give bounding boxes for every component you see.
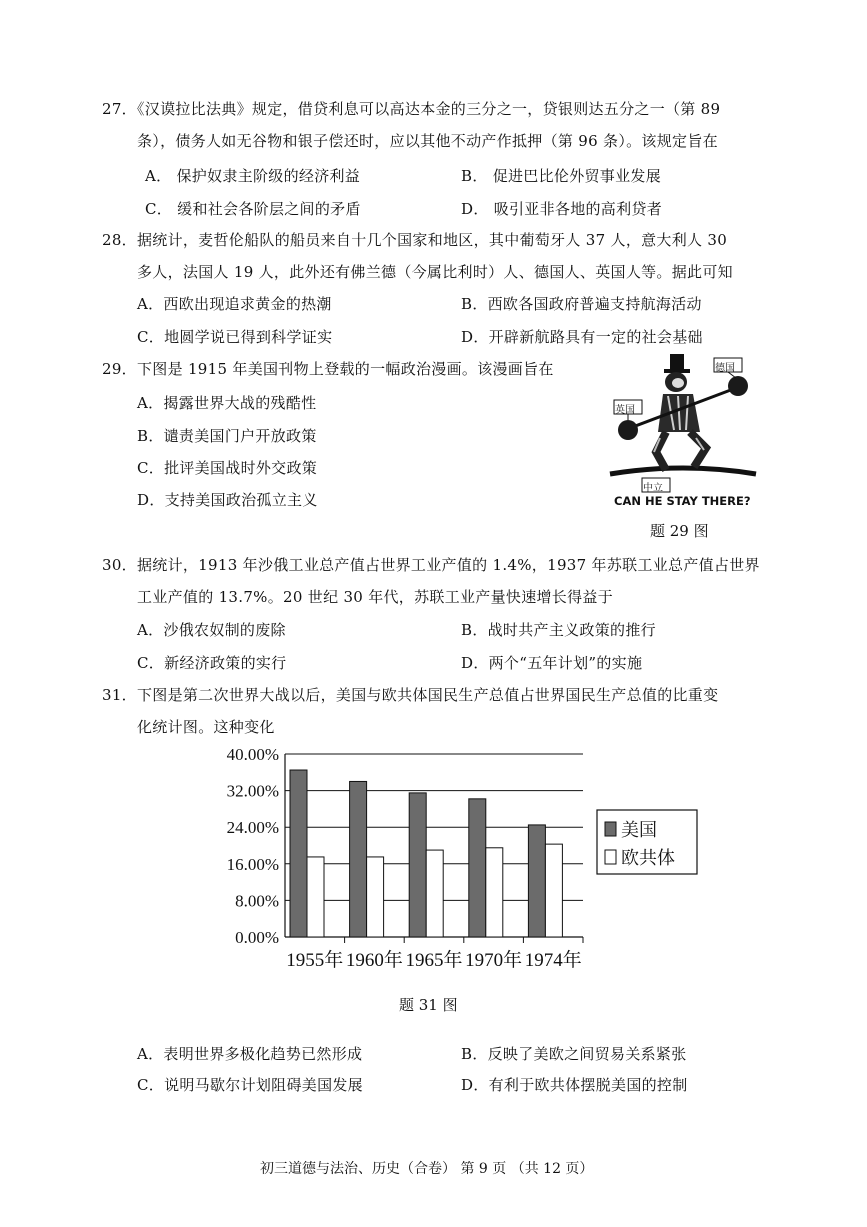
page-footer: 初三道德与法治、历史（合卷） 第 9 页 （共 12 页） — [260, 1161, 594, 1177]
bar-usa — [350, 781, 367, 937]
q31-option-a: A．表明世界多极化趋势已然形成 — [137, 1045, 363, 1063]
legend-swatch — [605, 850, 616, 864]
y-tick-label: 16.00% — [226, 854, 279, 874]
y-tick-label: 0.00% — [235, 928, 279, 947]
political-cartoon — [608, 352, 758, 512]
q29-line1: 29．下图是 1915 年美国刊物上登载的一幅政治漫画。该漫画旨在 — [102, 360, 554, 378]
cartoon-label-germany: 德国 — [715, 363, 735, 374]
q28-option-c: C．地圆学说已得到科学证实 — [137, 328, 333, 346]
q30-option-d: D．两个“五年计划”的实施 — [461, 654, 643, 672]
q30-line1: 30．据统计，1913 年沙俄工业总产值占世界工业产值的 1.4%，1937 年苏联工业总产值占世界 — [102, 556, 760, 574]
q27-option-d: D． 吸引亚非各地的高利贷者 — [461, 200, 662, 218]
q31-line2: 化统计图。这种变化 — [137, 718, 275, 736]
q28-option-b: B．西欧各国政府普遍支持航海活动 — [461, 295, 702, 313]
figure-29-caption: 题 29 图 — [650, 522, 709, 540]
cartoon-label-neutral: 中立 — [643, 483, 663, 494]
bar-eec — [367, 857, 384, 937]
legend-swatch — [605, 822, 616, 836]
y-tick-label: 24.00% — [226, 818, 279, 838]
cartoon-caption: CAN HE STAY THERE? — [614, 494, 751, 508]
figure-31-caption: 题 31 图 — [399, 996, 458, 1014]
political-cartoon-drawing — [608, 352, 758, 512]
bar-eec — [307, 857, 324, 937]
q27-line1: 27．《汉谟拉比法典》规定，借贷利息可以高达本金的三分之一，贷银则达五分之一（第 89 — [102, 100, 721, 118]
bar-eec — [545, 844, 562, 937]
x-tick-label: 1970年 — [465, 950, 523, 971]
q29-option-c: C．批评美国战时外交政策 — [137, 459, 318, 477]
q27-line2: 条），债务人如无谷物和银子偿还时，应以其他不动产作抵押（第 96 条）。该规定旨在 — [137, 132, 718, 150]
q30-option-a: A．沙俄农奴制的废除 — [137, 621, 286, 639]
q29-option-d: D．支持美国政治孤立主义 — [137, 491, 318, 509]
gnp-share-chart — [205, 744, 705, 984]
x-tick-label: 1960年 — [345, 950, 403, 971]
bar-eec — [486, 848, 503, 937]
q31-option-c: C．说明马歇尔计划阻碍美国发展 — [137, 1076, 363, 1094]
x-tick-label: 1955年 — [286, 950, 344, 971]
bar-usa — [290, 770, 307, 937]
q28-option-d: D．开辟新航路具有一定的社会基础 — [461, 328, 703, 346]
q27-option-b: B． 促进巴比伦外贸事业发展 — [461, 167, 661, 185]
cartoon-label-britain: 英国 — [615, 405, 635, 416]
q30-option-c: C．新经济政策的实行 — [137, 654, 287, 672]
q28-line2: 多人，法国人 19 人，此外还有佛兰德（今属比利时）人、德国人、英国人等。据此可知 — [137, 263, 733, 281]
q31-option-b: B．反映了美欧之间贸易关系紧张 — [461, 1045, 687, 1063]
q29-option-a: A．揭露世界大战的残酷性 — [137, 394, 317, 412]
bar-usa — [528, 825, 545, 937]
legend-label: 欧共体 — [621, 848, 675, 869]
q31-line1: 31．下图是第二次世界大战以后，美国与欧共体国民生产总值占世界国民生产总值的比重变 — [102, 686, 719, 704]
q28-line1: 28．据统计，麦哲伦船队的船员来自十几个国家和地区，其中葡萄牙人 37 人，意大利人 30 — [102, 231, 728, 249]
q31-option-d: D．有利于欧共体摆脱美国的控制 — [461, 1076, 688, 1094]
bar-usa — [469, 799, 486, 937]
q27-option-a: A． 保护奴隶主阶级的经济利益 — [145, 167, 361, 185]
q30-line2: 工业产值的 13.7%。20 世纪 30 年代，苏联工业产量快速增长得益于 — [137, 588, 613, 606]
bar-eec — [426, 850, 443, 937]
gnp-share-chart-svg — [205, 744, 705, 984]
y-tick-label: 8.00% — [235, 891, 279, 911]
q28-option-a: A．西欧出现追求黄金的热潮 — [137, 295, 332, 313]
x-tick-label: 1974年 — [524, 950, 582, 971]
q27-option-c: C． 缓和社会各阶层之间的矛盾 — [145, 200, 361, 218]
bar-usa — [409, 793, 426, 937]
x-tick-label: 1965年 — [405, 950, 463, 971]
q29-option-b: B．谴责美国门户开放政策 — [137, 427, 317, 445]
y-tick-label: 32.00% — [226, 781, 279, 801]
legend-label: 美国 — [621, 820, 657, 841]
q30-option-b: B．战时共产主义政策的推行 — [461, 621, 656, 639]
y-tick-label: 40.00% — [226, 745, 279, 764]
